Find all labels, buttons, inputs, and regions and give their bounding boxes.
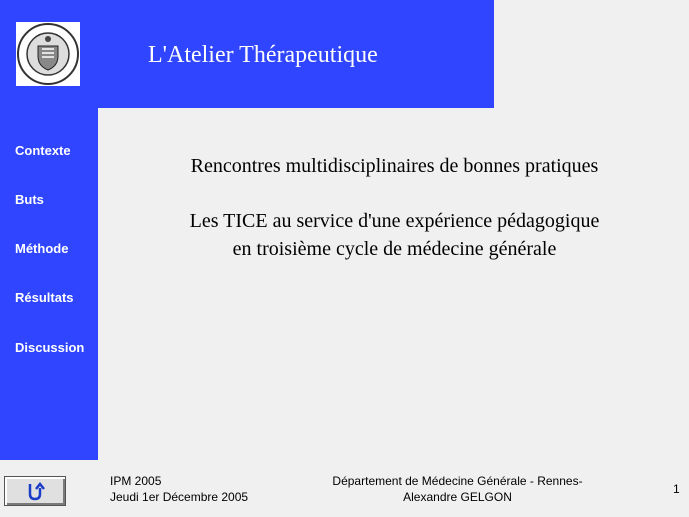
title-bar xyxy=(98,0,494,108)
home-button[interactable] xyxy=(4,476,66,506)
event-name: IPM 2005 xyxy=(110,474,162,488)
department-name: Département de Médecine Générale - Rennes- xyxy=(332,474,583,488)
sidebar xyxy=(0,0,98,460)
topic-line-1: Les TICE au service d'une expérience pédagogique xyxy=(189,210,600,232)
footer xyxy=(0,460,689,517)
page-number: 1 xyxy=(673,482,680,496)
nav-resultats[interactable]: Résultats xyxy=(15,290,74,305)
subtitle-line: Rencontres multidisciplinaires de bonnes pratiques xyxy=(190,155,599,177)
return-arrow-icon xyxy=(24,480,46,502)
nav-buts[interactable]: Buts xyxy=(15,192,44,207)
event-date: Jeudi 1er Décembre 2005 xyxy=(110,490,249,504)
topic-line-2: en troisième cycle de médecine générale xyxy=(232,238,557,260)
nav-methode[interactable]: Méthode xyxy=(15,241,69,256)
page-title: L'Atelier Thérapeutique xyxy=(148,42,378,68)
faculty-logo xyxy=(16,22,80,86)
nav-contexte[interactable]: Contexte xyxy=(15,143,71,158)
author-name: Alexandre GELGON xyxy=(403,490,512,504)
nav-discussion[interactable]: Discussion xyxy=(15,340,85,355)
